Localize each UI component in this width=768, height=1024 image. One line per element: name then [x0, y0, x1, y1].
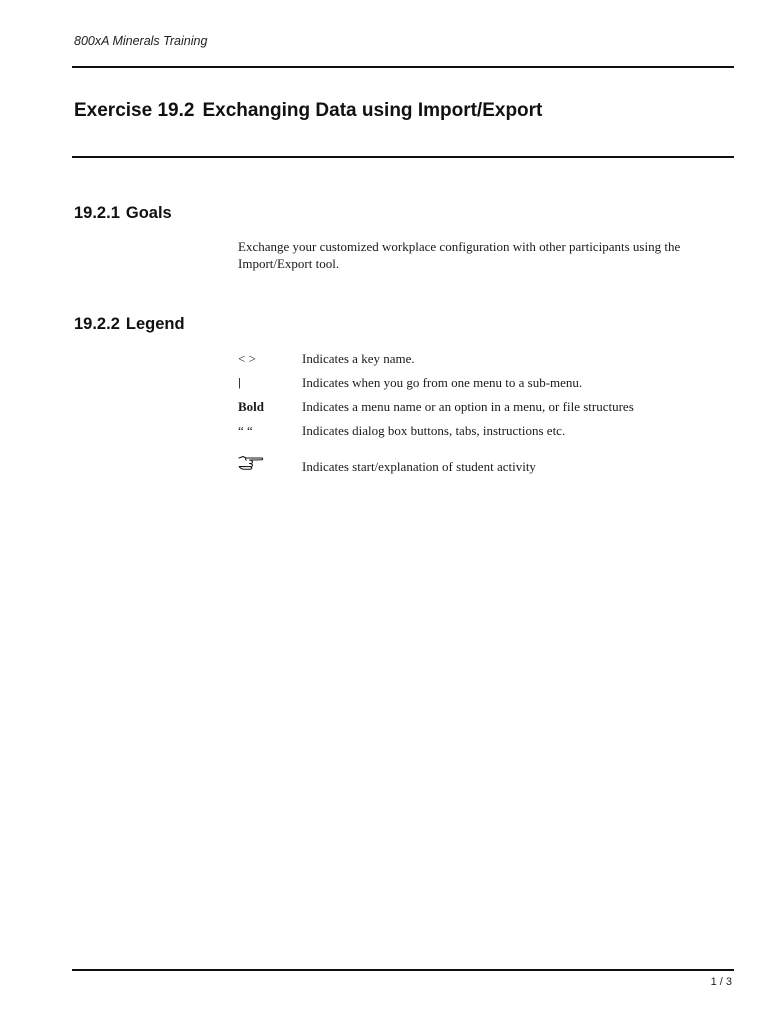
footer-rule: [72, 969, 734, 971]
legend-symbol-bold: Bold: [238, 399, 265, 414]
pointing-hand-icon: [238, 455, 264, 471]
page-number: 1 / 3: [710, 976, 732, 988]
legend-description-bold: Indicates a menu name or an option in a menu, or file structures: [302, 399, 634, 414]
exercise-number: Exercise 19.2: [74, 100, 195, 121]
legend-heading-text: Legend: [125, 315, 185, 333]
legend-description-quotes: Indicates dialog box buttons, tabs, instructions etc.: [302, 423, 566, 438]
legend-description-submenu: Indicates when you go from one menu to a sub-menu.: [302, 375, 583, 390]
running-header: 800xA Minerals Training: [74, 34, 208, 48]
legend-heading: [74, 315, 185, 334]
legend-symbol-key-name: < >: [238, 351, 256, 366]
legend-row-quotes: [238, 421, 734, 441]
legend-row-key-name: [238, 349, 734, 369]
legend-symbol-quotes: “ “: [238, 423, 253, 438]
legend-description-key-name: Indicates a key name.: [302, 351, 415, 366]
legend-row-student-activity: [238, 457, 734, 477]
legend-symbol-submenu: |: [238, 377, 241, 389]
goals-heading: [74, 204, 172, 223]
legend-description-student-activity: Indicates start/explanation of student activity: [302, 459, 536, 474]
exercise-title-text: Exchanging Data using Import/Export: [202, 100, 543, 121]
goals-heading-text: Goals: [125, 204, 172, 222]
legend-number: 19.2.2: [74, 315, 120, 333]
title-rule: [72, 156, 734, 158]
legend-row-submenu: [238, 373, 734, 393]
goals-text: Exchange your customized workplace configuration with other participants using the Import/Export tool.: [238, 239, 681, 271]
goals-number: 19.2.1: [74, 204, 120, 222]
legend-row-bold: [238, 397, 734, 417]
top-rule: [72, 66, 734, 68]
exercise-title: [74, 100, 542, 122]
